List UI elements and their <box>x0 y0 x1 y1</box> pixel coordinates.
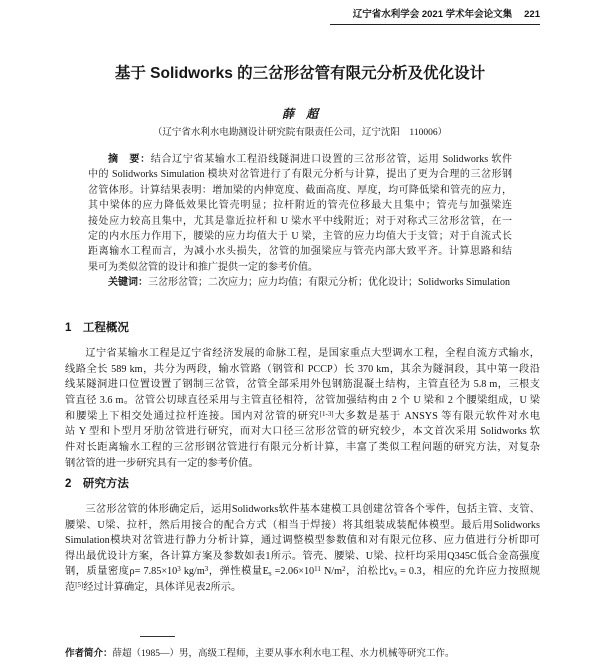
superscript: [5] <box>75 581 84 589</box>
abstract-line <box>88 152 512 167</box>
superscript: 11 <box>314 566 321 574</box>
abstract-line <box>88 214 512 229</box>
author-affiliation: （辽宁省水利水电勘测设计研究院有限责任公司，辽宁沈阳 110006） <box>152 128 448 138</box>
text-run: 得出最优设计方案，各计算方案及参数如表1所示。管壳、腰梁、U梁、拉杆均采用Q345C低合金高强度 <box>65 550 540 562</box>
footnote-rule <box>140 636 175 637</box>
text-run: 定的内水压力作用下，腰梁的应力均值大于 U 梁，主管的应力均值大于支管；对于自流式长 <box>88 230 512 242</box>
text-run: ，泊松比v <box>345 566 395 578</box>
abstract-line <box>88 183 512 198</box>
body-line <box>65 346 540 362</box>
body-line <box>65 580 540 596</box>
text-run: Simulation模块对岔管进行静力分析计算，通过调整模型参数值和对有限元位移、应力值进行分析即可 <box>65 535 540 547</box>
section-title: 研究方法 <box>82 478 129 490</box>
text-run: N/m <box>320 566 343 578</box>
text-run: 结合辽宁省某输水工程沿线隧洞进口设置的三岔形岔管，运用 Solidworks 软件 <box>150 154 512 165</box>
body-line <box>65 564 540 580</box>
section-paragraph <box>65 502 540 596</box>
abstract <box>88 152 512 275</box>
abstract-line <box>88 198 512 213</box>
body-line <box>65 424 540 440</box>
run-in-label: 关键词： <box>108 277 148 288</box>
subscript: s <box>268 570 272 578</box>
keywords <box>88 275 540 290</box>
text-run: 线某隧洞进口位置设置了钢制三岔管，岔管全部采用外包钢筋混凝土结构，主管直径为 5.8 m，三根支 <box>65 379 540 391</box>
text-run: 岔管体形。计算结果表明：增加梁的内伸宽度、截面高度、厚度，均可降低梁和管壳的应力， <box>88 184 512 196</box>
text-run: 经过计算确定，具体详见表2所示。 <box>83 581 242 593</box>
body-line <box>65 362 540 378</box>
text-run: 和腰梁上下相交处通过拉杆连接。国内对岔管的研究 <box>65 410 320 422</box>
body-line <box>65 377 540 393</box>
abstract-line <box>88 260 512 275</box>
body-line <box>65 502 540 518</box>
running-header <box>330 7 540 25</box>
superscript: 2 <box>342 566 346 574</box>
body-line <box>65 409 540 425</box>
keywords-line <box>88 275 540 290</box>
body-line <box>65 456 540 472</box>
text-run: 辽宁省某输水工程是辽宁省经济发展的命脉工程，是国家重点大型调水工程，全程自流方式输水， <box>85 348 540 359</box>
text-run: 三岔形岔管；二次应力；应力均值；有限元分析；优化设计；Solidworks Simulation <box>148 277 510 288</box>
superscript: [1-3] <box>319 410 334 418</box>
text-run: 管直径 3.6 m。岔管公切球直径采用与主管直径相符，岔管加强结构由 2 个 U 梁和 2 个腰梁组成，U 梁 <box>65 395 540 407</box>
abstract-line <box>88 229 512 244</box>
text-run: ，弹性模量E <box>208 566 269 578</box>
text-run: 腰梁、U梁、拉杆，然后用接合的配合方式（相当于焊接）将其组装成装配体模型。最后用Solidworks <box>65 519 540 531</box>
section-heading <box>65 320 365 336</box>
section-paragraph <box>65 346 540 472</box>
text-run: 钢岔管的进一步研究具有一定的参考价值。 <box>65 457 259 469</box>
body-line <box>65 440 540 456</box>
footnote-line <box>65 647 540 661</box>
text-run: 中的 Solidworks Simulation 模块对岔管进行了有限元分析与计算，提出了更为合理的三岔形钢 <box>88 169 512 181</box>
text-run: 大多数是基于 ANSYS 等有限元软件对水电 <box>333 410 540 422</box>
page-number: 221 <box>524 9 540 20</box>
author-footnote <box>65 647 540 661</box>
text-run: 钢，质量密度ρ= 7.85×10 <box>65 566 178 578</box>
text-run: 果可为类似岔管的设计和推广提供一定的参考价值。 <box>88 261 318 273</box>
text-run: kg/m <box>180 566 205 578</box>
text-run: 范 <box>65 581 76 593</box>
body-line <box>65 549 540 565</box>
run-in-label: 作者简介： <box>65 648 113 659</box>
text-run: 三岔形岔管的体形确定后，运用Solidworks软件基本建模工具创建岔管各个零件，包括主管、支管、 <box>85 504 540 515</box>
text-run: 件对长距离输水工程的三岔形钢岔管进行有限元分析计算，丰富了类似工程问题的研究方法，对复杂 <box>65 442 540 454</box>
text-run: = 0.3，相应的允许应力按照规 <box>396 566 540 578</box>
text-run: 接处应力较高且集中，尤其是靠近拉杆和 U 梁水平中线附近；对于对称式三岔形岔管，在一 <box>88 215 512 227</box>
journal-name: 辽宁省水利学会 2021 学术年会论文集 <box>352 9 513 20</box>
section-title: 工程概况 <box>82 322 129 334</box>
text-run: 线路全长 589 km，共分为两段，输水管路（钢管和 PCCP）长 370 km，其余为隧洞段，其中第一段沿 <box>65 363 540 375</box>
body-line <box>65 518 540 534</box>
section-number: 1 <box>65 322 72 334</box>
body-line <box>65 533 540 549</box>
text-run: =2.06×10 <box>271 566 315 578</box>
run-in-label: 摘 要： <box>108 154 151 165</box>
author-name: 薛 超 <box>281 107 318 121</box>
text-run: 薛超（1985—）男，高级工程师，主要从事水利水电工程、水力机械等研究工作。 <box>112 649 455 659</box>
subscript: s <box>394 570 397 578</box>
text-run: 站 Y 型和卜型月牙肋岔管进行研究，而对大口径三岔形岔管的研究较少，本文首次采用 Solidworks 软 <box>65 426 540 438</box>
superscript: 3 <box>177 566 181 574</box>
section-heading <box>65 476 365 492</box>
paper-title: 基于 Solidworks 的三岔形岔管有限元分析及优化设计 <box>114 65 486 82</box>
superscript: 3 <box>204 566 209 574</box>
abstract-line <box>88 244 512 259</box>
abstract-line <box>88 167 512 182</box>
text-run: 距离输水工程而言，为减小水头损失，岔管的加强梁应与管壳内部大致平齐。计算思路和结 <box>88 246 512 258</box>
body-line <box>65 393 540 409</box>
text-run: 其中梁体的应力降低效果比管壳明显；拉杆附近的管壳位移最大且集中；管壳与加强梁连 <box>88 200 512 212</box>
section-number: 2 <box>65 478 72 490</box>
